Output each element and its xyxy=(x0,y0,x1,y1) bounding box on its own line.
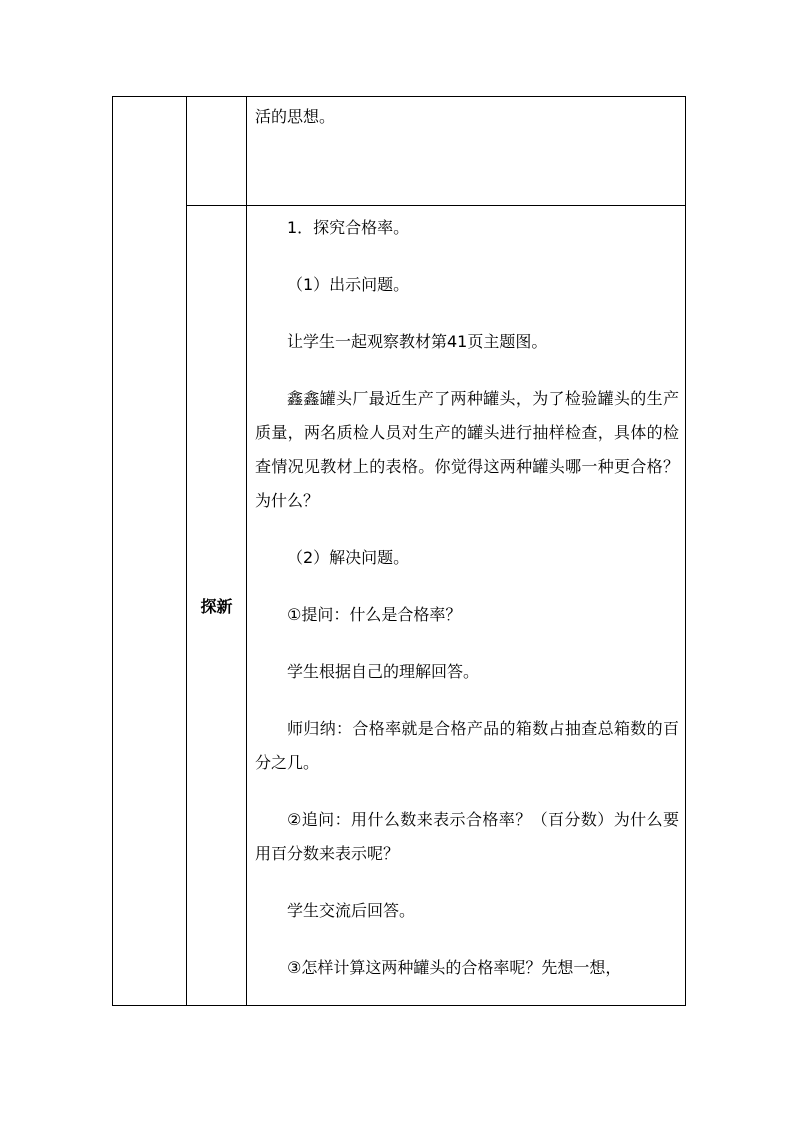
outer-label-cell xyxy=(113,97,187,1006)
paragraph: 1．探究合格率。 xyxy=(287,218,410,237)
paragraph: ①提问：什么是合格率？ xyxy=(287,605,462,624)
section-content-cell xyxy=(247,206,686,1006)
paragraph: （2）解决问题。 xyxy=(287,548,410,567)
paragraph: （1）出示问题。 xyxy=(287,275,410,294)
paragraph: ②追问：用什么数来表示合格率？（百分数）为什么要用百分数来表示呢？ xyxy=(255,810,679,863)
section-label-cell xyxy=(187,97,247,206)
section-content xyxy=(247,100,685,134)
table-row xyxy=(113,206,686,1006)
paragraph: ③怎样计算这两种罐头的合格率呢？先想一想， xyxy=(287,958,622,977)
paragraph: 师归纳：合格率就是合格产品的箱数占抽查总箱数的百分之几。 xyxy=(255,719,679,772)
paragraph: 鑫鑫罐头厂最近生产了两种罐头，为了检验罐头的生产质量，两名质检人员对生产的罐头进行抽样检查，具体的检查情况见教材上的表格。你觉得这两种罐头哪一种更合格？为什么？ xyxy=(255,389,679,510)
paragraph: 学生交流后回答。 xyxy=(287,901,416,920)
paragraph: 活的思想。 xyxy=(255,107,336,126)
section-content xyxy=(247,211,685,985)
table-row xyxy=(113,97,686,206)
lesson-plan-table xyxy=(112,96,686,1006)
section-content-cell xyxy=(247,97,686,206)
paragraph: 让学生一起观察教材第41页主题图。 xyxy=(287,332,548,351)
section-label-cell: 探新 xyxy=(187,206,247,1006)
paragraph: 学生根据自己的理解回答。 xyxy=(287,662,480,681)
